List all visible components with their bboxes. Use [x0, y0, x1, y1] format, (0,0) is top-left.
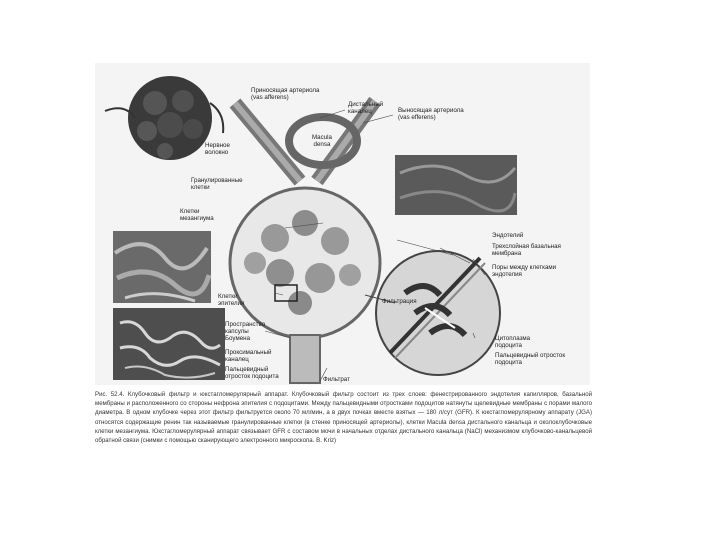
glomerulus-figure [95, 63, 590, 385]
label-granular-cells: Гранулированные клетки [191, 177, 243, 191]
proximal-tubule [290, 335, 320, 383]
label-nerve-fiber: Нервное волокно [205, 142, 230, 156]
sem-photo-mesangial [113, 231, 211, 303]
sem-photo-endothelium [395, 155, 517, 215]
label-podocyte-process-left: Пальцевидный отросток подоцита [225, 366, 279, 380]
label-epithelial-cells: Клетки эпителия [218, 293, 245, 307]
label-podocyte-cytoplasm: Цитоплазма подоцита [495, 335, 531, 349]
label-afferent-arteriole: Приносящая артериола (vas afferens) [251, 87, 320, 101]
label-endothelium: Эндотелий [492, 232, 524, 239]
label-mesangial-cells: Клетки мезангиума [180, 208, 214, 222]
filter-magnification [365, 251, 500, 375]
label-macula-densa: Macula densa [312, 134, 332, 148]
label-podocyte-process-right: Пальцевидный отросток подоцита [495, 352, 566, 366]
label-bowman-space: Пространство капсулы Боумена [225, 321, 266, 342]
label-filtration: Фильтрация [382, 298, 417, 305]
label-efferent-arteriole: Выносящая артериола (vas efferens) [398, 107, 464, 121]
label-endothelial-pores: Поры между клетками эндотелия [492, 264, 557, 278]
label-filtrate: Фильтрат [323, 376, 350, 383]
label-basement-membrane: Трехслойная базальная мембрана [492, 243, 561, 257]
figure-caption: Рис. 52.4. Клубочковый фильтр и юкстагломерулярный аппарат. Клубочковый фильтр состоит из трех слоев: фенестрированного эндотелия капилляров, базальной мембраны и расположенного со стороны нефрона эпителия с подоцитами. Между пальцевидными отростками подоцитов натянуты щелевидные мембраны с порами малого диаметра. В одном клубочке через этот фильтр фильтруется около 70 мл/мин, а в двух почках вместе взятых — 180 л/сут (GFR). К юкстагломерулярному аппарату (JGA) относятся содержащие ренин так называемые гранулированные клетки (в стенке приносящей артериолы), клетки Macula densa дистального канальца и околоклубочковые клетки мезангиума. Юкстагломерулярный аппарат связывает GFR с составом мочи в начальных отделах дистального канальца (NaCl) механизмом клубочково-канальцевой обратной связи (снимки с помощью сканирующего электронного микроскопа. В. Kriz) [95, 390, 592, 468]
bowman-capsule [230, 188, 380, 338]
label-distal-tubule: Дистальный каналец [348, 101, 384, 115]
label-proximal-tubule: Проксимальный каналец [225, 349, 272, 363]
sem-photo-podocyte [113, 308, 225, 380]
